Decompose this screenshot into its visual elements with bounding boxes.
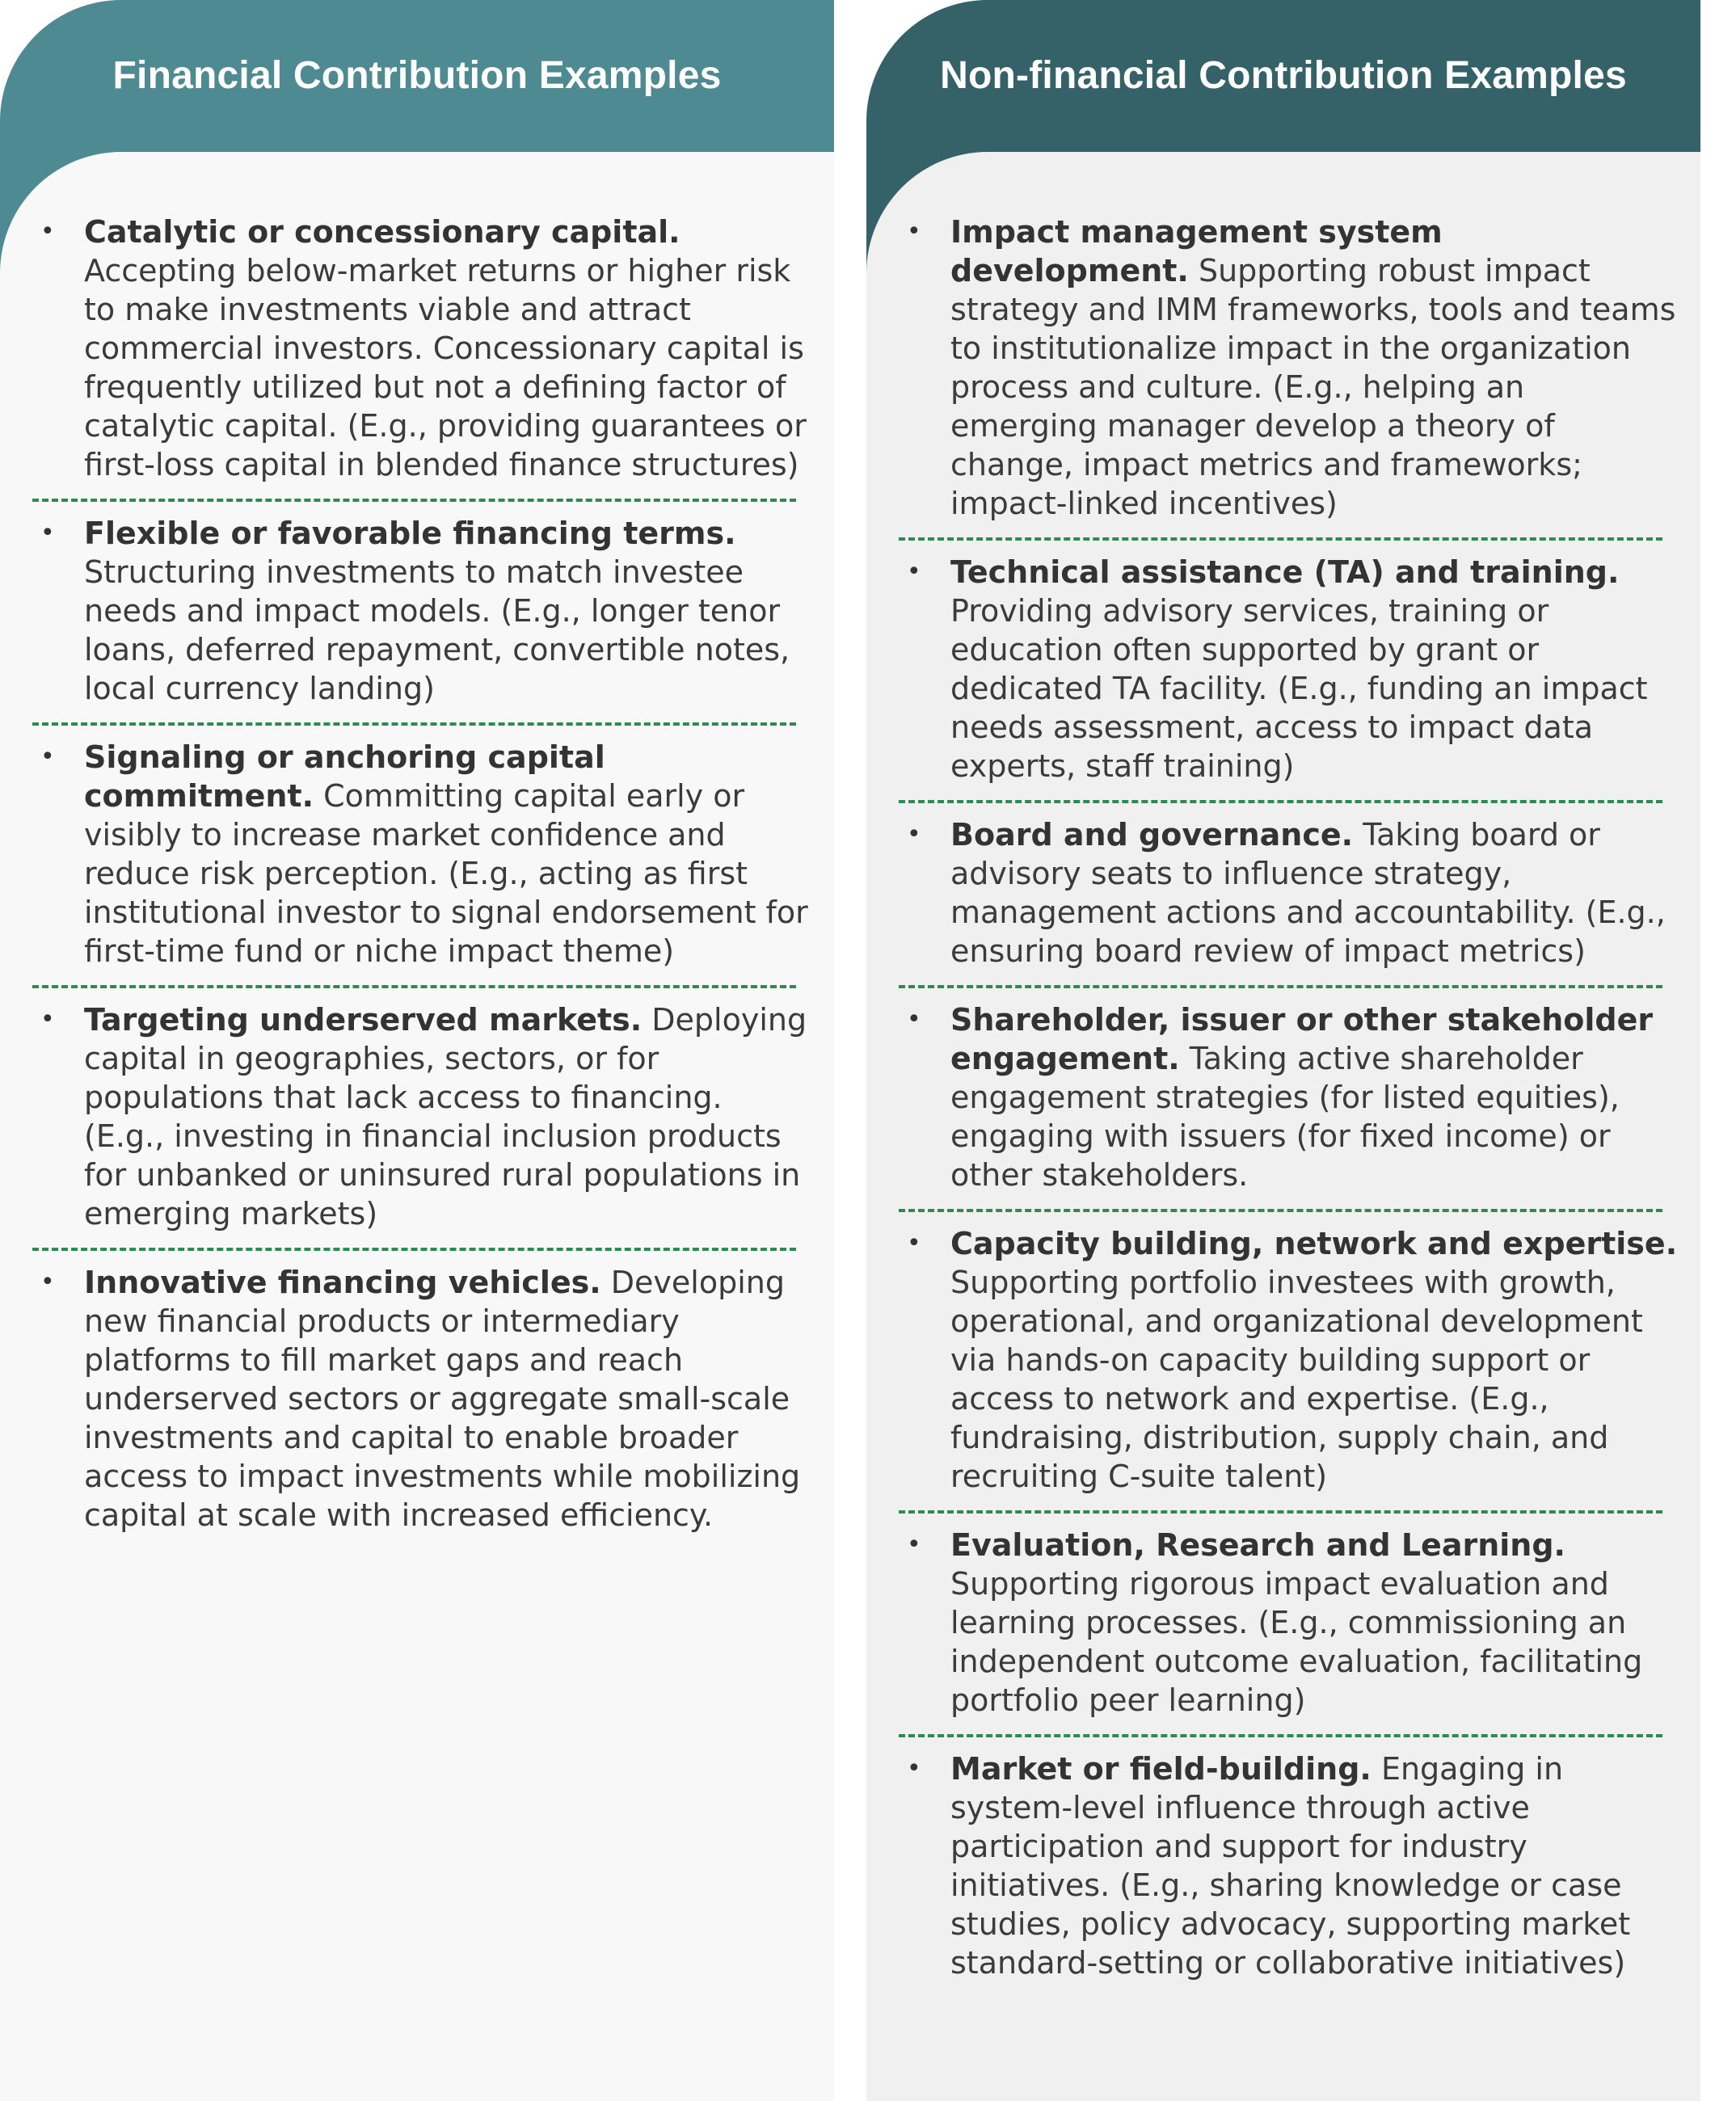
item-description: Engaging in system-level influence through active participation and support for industry initiatives. (E.g., sharing knowledge or case studies, policy advocacy, supporting market standard-setting or collaborative initiatives) (950, 1751, 1631, 1981)
list-item (907, 213, 1678, 537)
financial-panel-title: Financial Contribution Examples (112, 53, 722, 97)
item-description: Committing capital early or visibly to increase market confidence and reduce risk perception. (E.g., acting as first institutional investor to signal endorsement for first-time fund or niche impact theme) (84, 778, 808, 969)
list-item (907, 1209, 1678, 1510)
dashed-divider (899, 1734, 1662, 1737)
item-title: Catalytic or concessionary capital. (84, 214, 680, 250)
nonfinancial-panel-title: Non-financial Contribution Examples (940, 53, 1627, 97)
item-description: Supporting rigorous impact evaluation and learning processes. (E.g., commissioning an independent outcome evaluation, facilitating portfolio peer learning) (950, 1566, 1643, 1718)
dashed-divider (32, 722, 796, 726)
item-title: Impact management system development. (950, 214, 1443, 288)
bullet-icon: • (907, 1005, 921, 1034)
item-description: Supporting robust impact strategy and IMM frameworks, tools and teams to institutionalize impact in the organization process and culture. (E.g., helping an emerging manager develop a theory of change, impact metrics and frameworks; impact-linked incentives) (950, 253, 1676, 521)
item-description: Taking board or advisory seats to influence strategy, management actions and accountability. (E.g., ensuring board review of impact metrics) (950, 817, 1666, 969)
list-item (40, 722, 811, 985)
dashed-divider (32, 499, 796, 502)
item-title: Evaluation, Research and Learning. (950, 1527, 1565, 1563)
bullet-icon: • (907, 217, 921, 246)
dashed-divider (899, 985, 1662, 988)
financial-examples-list (40, 213, 811, 1549)
dashed-divider (899, 1510, 1662, 1514)
list-item (40, 985, 811, 1248)
list-item (40, 1248, 811, 1549)
list-item (907, 985, 1678, 1209)
item-title: Innovative financing vehicles. (84, 1265, 601, 1300)
list-item (40, 499, 811, 722)
item-description: Providing advisory services, training or education often supported by grant or dedicated TA facility. (E.g., funding an impact needs assessment, access to impact data experts, staff training) (950, 593, 1648, 784)
bullet-icon: • (907, 1229, 921, 1257)
list-item (907, 1734, 1678, 1997)
bullet-icon: • (40, 519, 55, 547)
bullet-icon: • (907, 1530, 921, 1559)
item-description: Supporting portfolio investees with growth, operational, and organizational development via hands-on capacity building support or access to network and expertise. (E.g., fundraising, distribution, supply chain, and recruiting C-suite talent) (950, 1265, 1643, 1494)
list-item (40, 213, 811, 499)
dashed-divider (899, 537, 1662, 541)
item-description: Structuring investments to match investee needs and impact models. (E.g., longer tenor loans, deferred repayment, convertible notes, local currency landing) (84, 554, 790, 706)
bullet-icon: • (40, 1005, 55, 1034)
item-title: Technical assistance (TA) and training. (950, 554, 1620, 590)
list-item (907, 1510, 1678, 1734)
item-description: Developing new financial products or intermediary platforms to fill market gaps and reach underserved sectors or aggregate small-scale investments and capital to enable broader access to impact investments while mobilizing capital at scale with increased efficiency. (84, 1265, 801, 1533)
item-title: Shareholder, issuer or other stakeholder engagement. (950, 1002, 1654, 1076)
item-title: Flexible or favorable financing terms. (84, 516, 736, 551)
bullet-icon: • (907, 558, 921, 586)
bullet-icon: • (907, 1754, 921, 1783)
item-title: Targeting underserved markets. (84, 1002, 643, 1038)
list-item (907, 537, 1678, 800)
dashed-divider (899, 800, 1662, 803)
item-title: Market or field-building. (950, 1751, 1372, 1787)
bullet-icon: • (40, 743, 55, 771)
item-description: Deploying capital in geographies, sectors, or for populations that lack access to financing. (E.g., investing in financial inclusion products for unbanked or uninsured rural populations in emerging markets) (84, 1002, 807, 1232)
item-description: Taking active shareholder engagement strategies (for listed equities), engaging with issuers (for fixed income) or other stakeholders. (950, 1041, 1620, 1193)
item-title: Signaling or anchoring capital commitment. (84, 739, 605, 814)
item-title: Capacity building, network and expertise. (950, 1226, 1678, 1261)
bullet-icon: • (907, 820, 921, 848)
item-title: Board and governance. (950, 817, 1354, 853)
bullet-icon: • (40, 217, 55, 246)
dashed-divider (32, 985, 796, 988)
dashed-divider (899, 1209, 1662, 1212)
item-description: Accepting below-market returns or higher risk to make investments viable and attract commercial investors. Concessionary capital is frequently utilized but not a defining factor of catalytic capital. (E.g., providing guarantees or first-loss capital in blended finance structures) (84, 253, 807, 482)
bullet-icon: • (40, 1268, 55, 1296)
dashed-divider (32, 1248, 796, 1251)
list-item (907, 800, 1678, 985)
nonfinancial-examples-list (907, 213, 1678, 1997)
